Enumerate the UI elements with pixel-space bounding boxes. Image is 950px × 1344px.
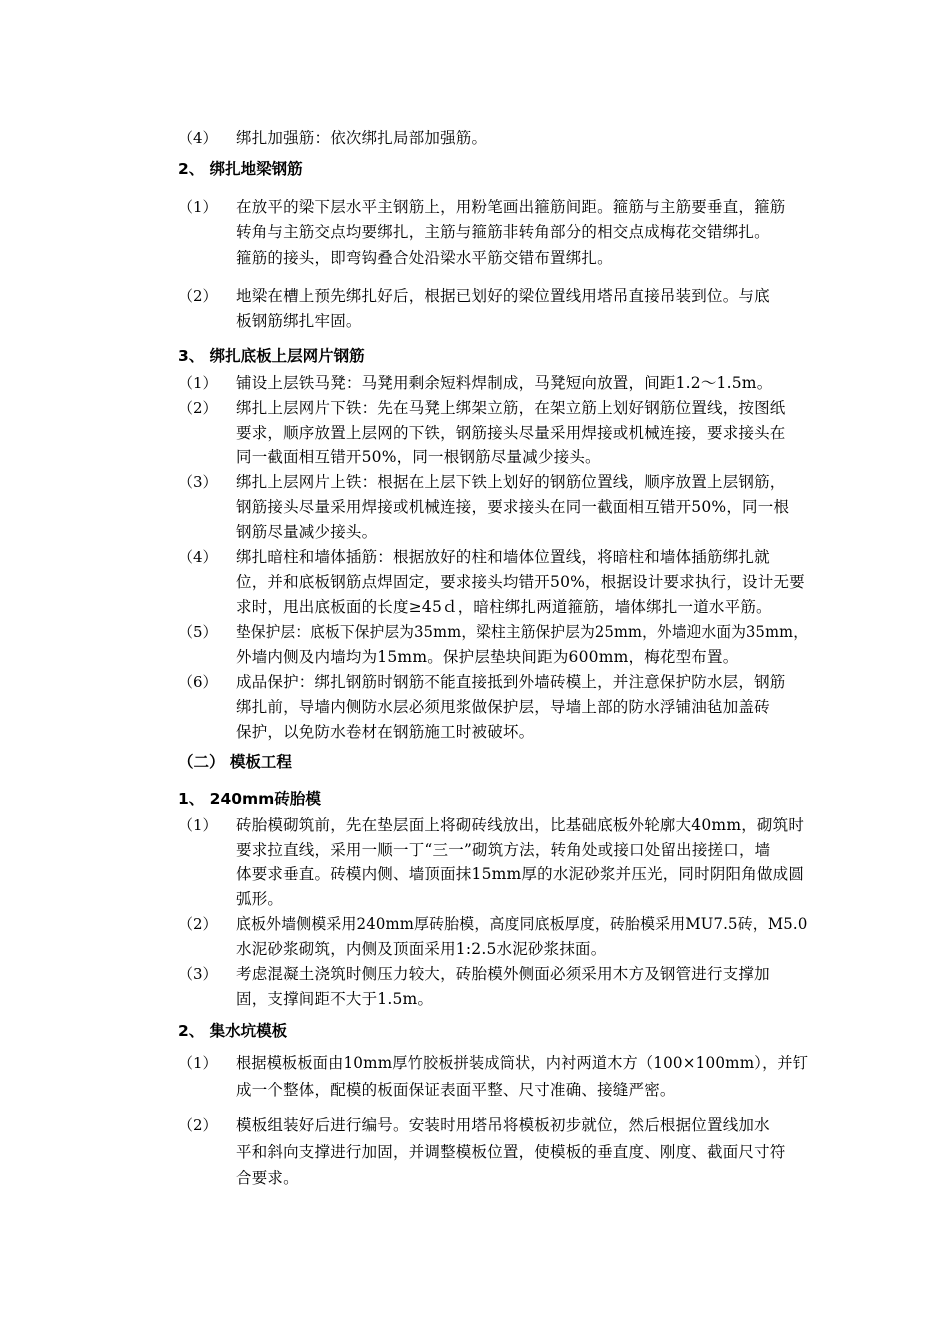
paragraph-line: 体要求垂直。砖模内侧、墙顶面抹15mm厚的水泥砂浆并压光，同时阴阳角做成圆 [236, 865, 805, 883]
paragraph-line: 转角与主筋交点均要绑扎，主筋与箍筋非转角部分的相交点成梅花交错绑扎。 [236, 223, 770, 241]
paragraph-line: 模板组装好后进行编号。安装时用塔吊将模板初步就位，然后根据位置线加水 [236, 1116, 770, 1134]
paragraph-line: 水泥砂浆砌筑，内侧及顶面采用1:2.5水泥砂浆抹面。 [236, 940, 607, 958]
section-heading: （二） 模板工程 [178, 753, 292, 771]
paragraph-line: 保护，以免防水卷材在钢筋施工时被破坏。 [236, 723, 535, 741]
paragraph-line: 弧形。 [236, 890, 284, 908]
item-number: （2） [178, 1116, 218, 1134]
item-number: （4） [178, 548, 218, 566]
paragraph-line: 成一个整体，配模的板面保证表面平整、尺寸准确、接缝严密。 [236, 1081, 676, 1099]
paragraph-line: 箍筋的接头，即弯钩叠合处沿梁水平筋交错布置绑扎。 [236, 249, 613, 267]
item-number: （4） [178, 129, 218, 147]
paragraph-line: 钢筋接头尽量采用焊接或机械连接，要求接头在同一截面相互错开50%，同一根 [236, 498, 790, 516]
paragraph-line: 绑扎上层网片下铁：先在马凳上绑架立筋，在架立筋上划好钢筋位置线，按图纸 [236, 399, 786, 417]
item-number: （3） [178, 473, 218, 491]
paragraph-line: 根据模板板面由10mm厚竹胶板拼装成筒状，内衬两道木方（100×100mm），并钉 [236, 1054, 809, 1072]
paragraph-line: 绑扎前，导墙内侧防水层必须甩浆做保护层，导墙上部的防水浮铺油毡加盖砖 [236, 698, 770, 716]
paragraph-line: 绑扎上层网片上铁：根据在上层下铁上划好的钢筋位置线，顺序放置上层钢筋， [236, 473, 786, 491]
item-number: （5） [178, 623, 218, 641]
item-number: （2） [178, 399, 218, 417]
paragraph-line: 考虑混凝土浇筑时侧压力较大，砖胎模外侧面必须采用木方及钢管进行支撑加 [236, 965, 770, 983]
paragraph-line: 合要求。 [236, 1169, 299, 1187]
section-heading: 2、 绑扎地梁钢筋 [178, 160, 303, 178]
paragraph-line: 地梁在槽上预先绑扎好后，根据已划好的梁位置线用塔吊直接吊装到位。与底 [236, 287, 770, 305]
paragraph-line: 板钢筋绑扎牢固。 [236, 312, 362, 330]
paragraph-line: 求时，甩出底板面的长度≥45ｄ，暗柱绑扎两道箍筋，墙体绑扎一道水平筋。 [236, 598, 772, 616]
paragraph-line: 要求，顺序放置上层网的下铁，钢筋接头尽量采用焊接或机械连接，要求接头在 [236, 424, 786, 442]
item-number: （1） [178, 374, 218, 392]
section-heading: 2、 集水坑模板 [178, 1022, 288, 1040]
section-heading: 3、 绑扎底板上层网片钢筋 [178, 347, 365, 365]
item-number: （1） [178, 816, 218, 834]
item-number: （2） [178, 287, 218, 305]
section-heading: 1、 240mm砖胎模 [178, 790, 321, 808]
paragraph-line: 砖胎模砌筑前，先在垫层面上将砌砖线放出，比基础底板外轮廓大40mm，砌筑时 [236, 816, 805, 834]
paragraph-line: 绑扎加强筋：依次绑扎局部加强筋。 [236, 129, 488, 147]
paragraph-line: 外墙内侧及内墙均为15mm。保护层垫块间距为600mm，梅花型布置。 [236, 648, 739, 666]
paragraph-line: 底板外墙侧模采用240mm厚砖胎模，高度同底板厚度，砖胎模采用MU7.5砖，M5.0 [236, 915, 808, 933]
paragraph-line: 位，并和底板钢筋点焊固定，要求接头均错开50%，根据设计要求执行，设计无要 [236, 573, 805, 591]
paragraph-line: 铺设上层铁马凳：马凳用剩余短料焊制成，马凳短向放置，间距1.2～1.5m。 [236, 374, 773, 392]
item-number: （1） [178, 1054, 218, 1072]
item-number: （2） [178, 915, 218, 933]
paragraph-line: 同一截面相互错开50%，同一根钢筋尽量减少接头。 [236, 448, 601, 466]
item-number: （3） [178, 965, 218, 983]
paragraph-line: 固，支撑间距不大于1.5m。 [236, 990, 434, 1008]
item-number: （1） [178, 198, 218, 216]
paragraph-line: 平和斜向支撑进行加固，并调整模板位置，使模板的垂直度、刚度、截面尺寸符 [236, 1143, 786, 1161]
paragraph-line: 垫保护层：底板下保护层为35mm，梁柱主筋保护层为25mm，外墙迎水面为35mm， [236, 623, 809, 641]
paragraph-line: 钢筋尽量减少接头。 [236, 523, 378, 541]
item-number: （6） [178, 673, 218, 691]
paragraph-line: 在放平的梁下层水平主钢筋上，用粉笔画出箍筋间距。箍筋与主筋要垂直，箍筋 [236, 198, 786, 216]
paragraph-line: 绑扎暗柱和墙体插筋：根据放好的柱和墙体位置线，将暗柱和墙体插筋绑扎就 [236, 548, 770, 566]
paragraph-line: 成品保护：绑扎钢筋时钢筋不能直接抵到外墙砖模上，并注意保护防水层，钢筋 [236, 673, 786, 691]
paragraph-line: 要求拉直线，采用一顺一丁“三一”砌筑方法，转角处或接口处留出接搓口，墙 [236, 841, 771, 859]
